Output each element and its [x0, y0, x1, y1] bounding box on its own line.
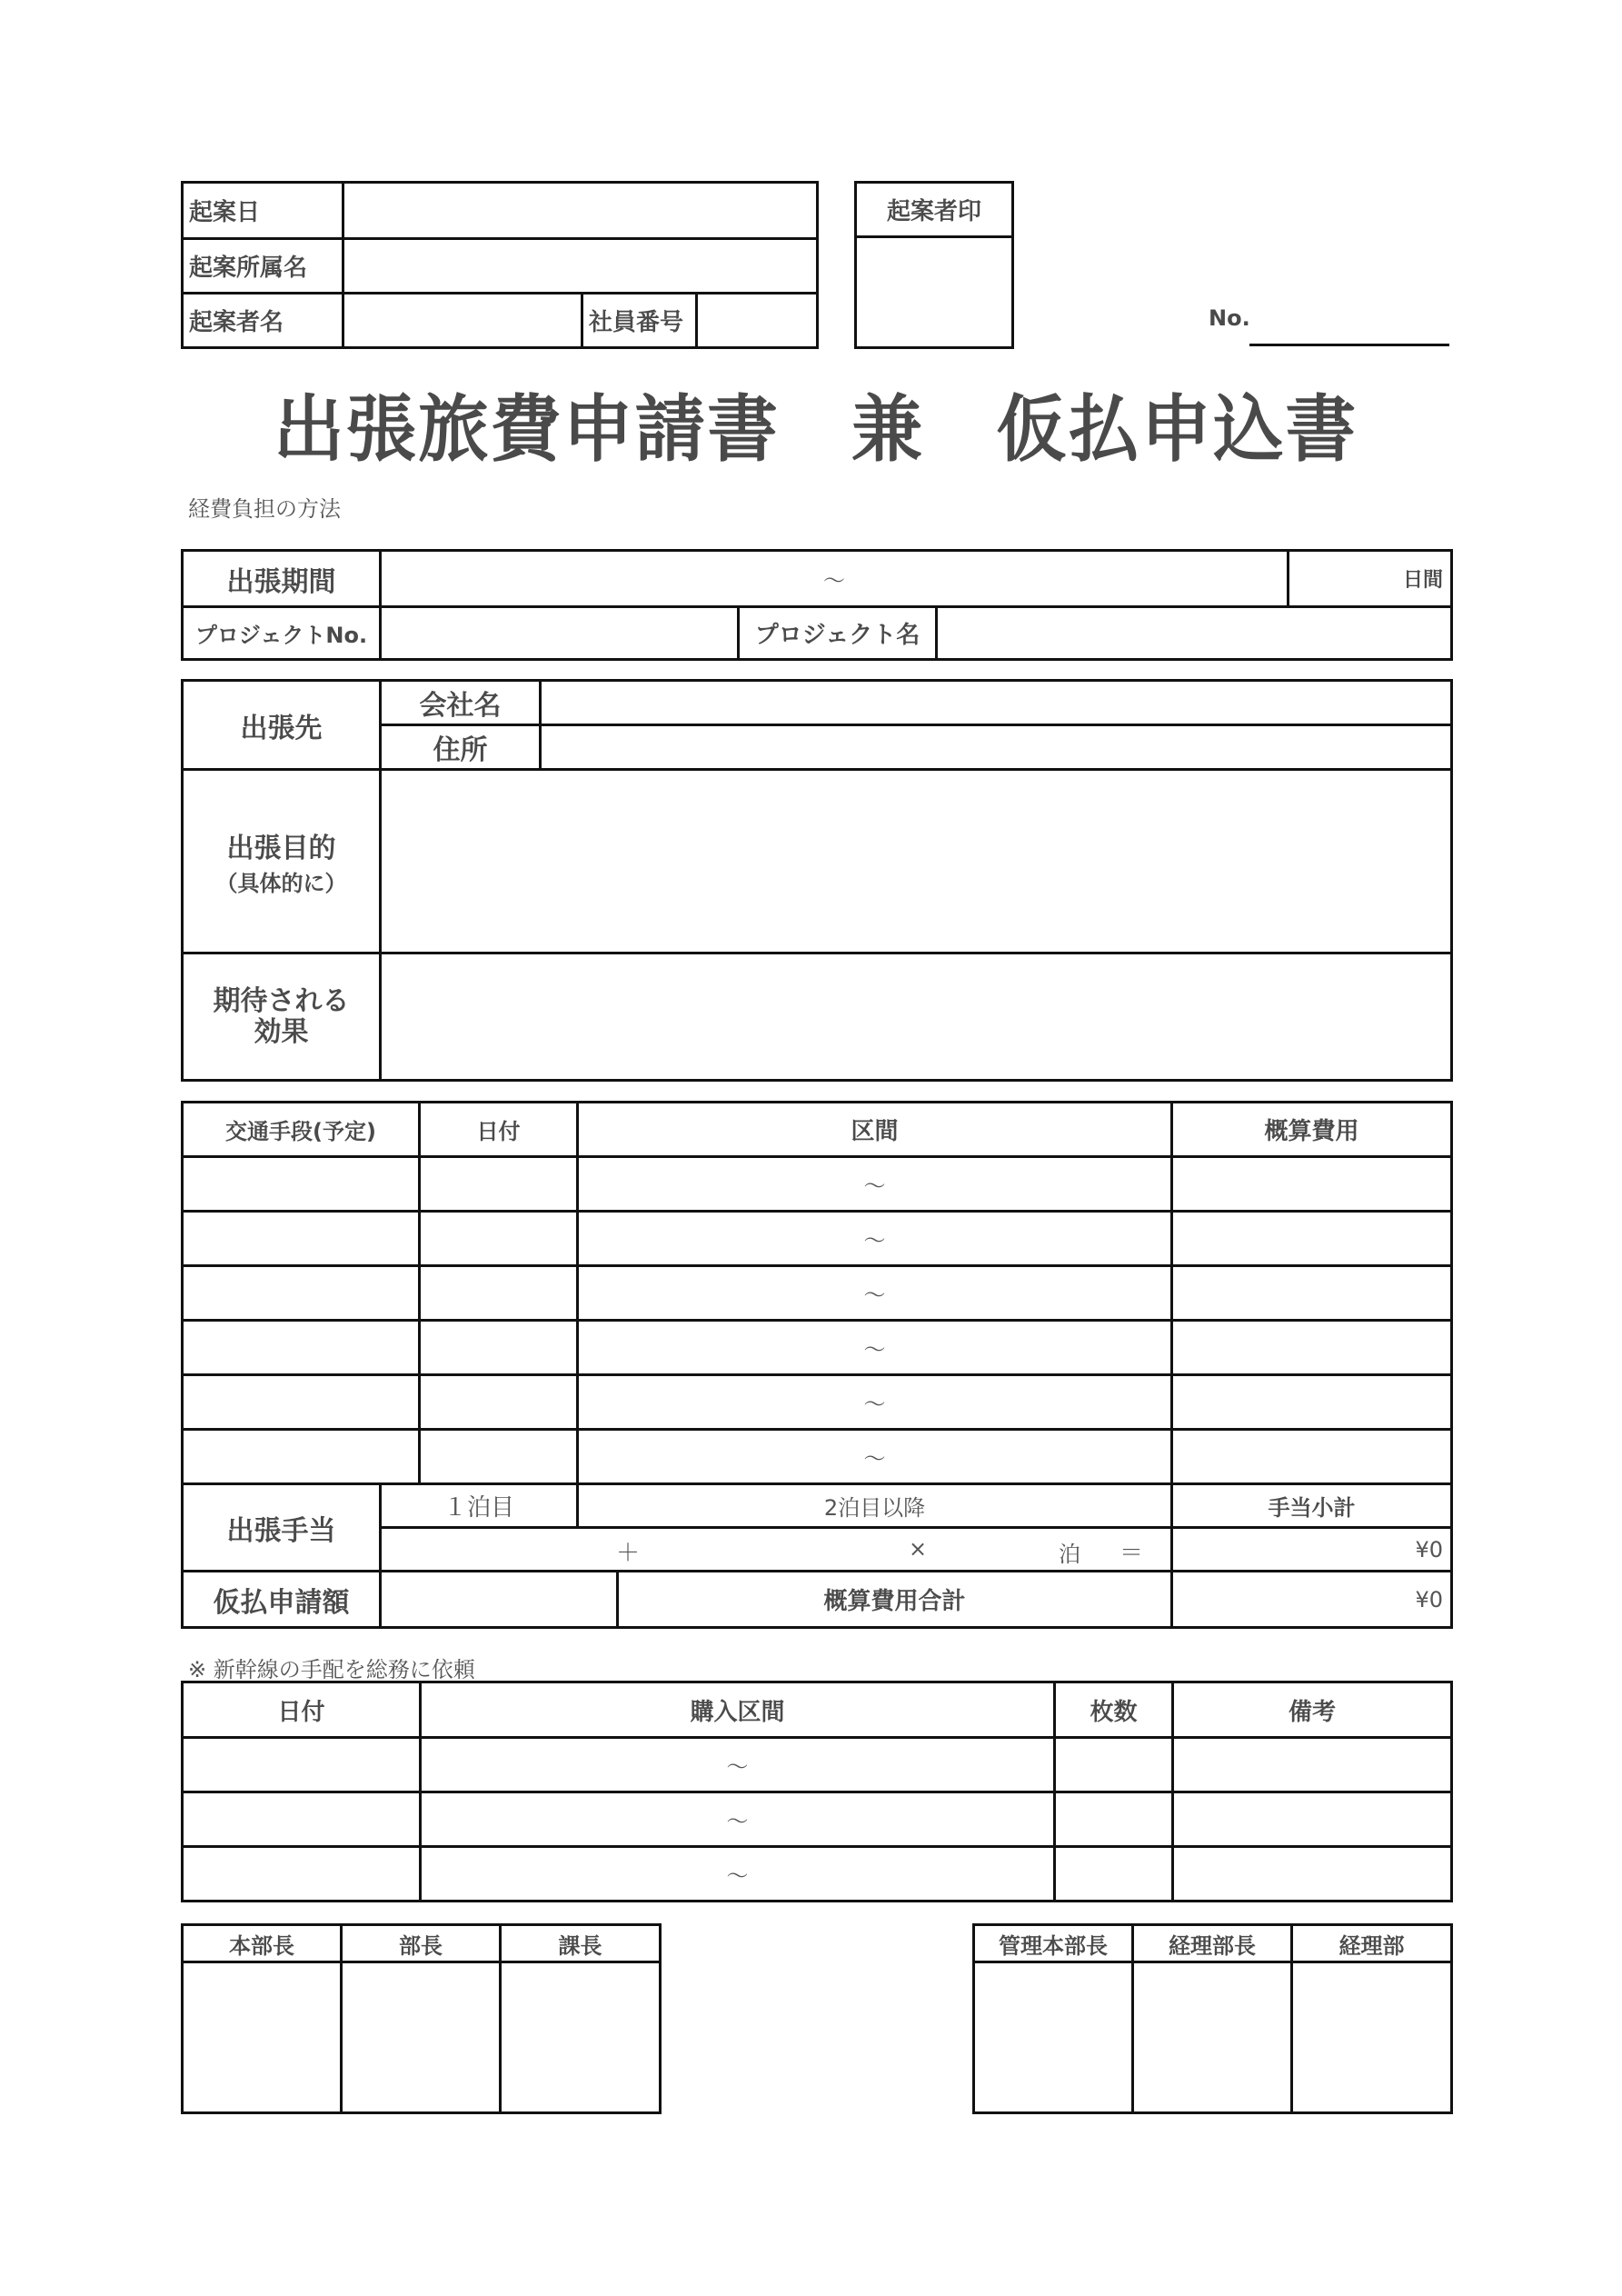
shinkansen-note: ※ 新幹線の手配を総務に依頼 — [188, 1657, 475, 1682]
transport-section-field[interactable] — [578, 1375, 1172, 1430]
shinkansen-row — [183, 1847, 1452, 1902]
effect-field[interactable] — [381, 953, 1452, 1081]
plus-sign: ＋ — [616, 1540, 641, 1567]
shinkansen-remarks-field[interactable] — [1173, 1792, 1452, 1847]
approval-stamp-division-head[interactable] — [183, 1962, 342, 2113]
approval-header-division-head: 本部長 — [183, 1925, 342, 1962]
transport-table — [181, 1101, 1453, 1629]
address-label: 住所 — [381, 725, 541, 770]
allowance-label: 出張手当 — [183, 1484, 381, 1572]
section-tilde: ～ — [863, 1228, 886, 1253]
shinkansen-count-field[interactable] — [1055, 1738, 1173, 1792]
shinkansen-section-field[interactable] — [421, 1792, 1055, 1847]
shinkansen-row — [183, 1792, 1452, 1847]
draft-department-label: 起案所属名 — [183, 239, 343, 294]
shinkansen-section-field[interactable] — [421, 1847, 1055, 1902]
transport-row — [183, 1157, 1452, 1212]
transport-section-field[interactable] — [578, 1157, 1172, 1212]
transport-date-field[interactable] — [420, 1430, 578, 1484]
transport-header-date: 日付 — [420, 1103, 578, 1157]
section-tilde: ～ — [726, 1809, 749, 1834]
employee-number-field[interactable] — [697, 294, 818, 348]
approval-header-department-head: 部長 — [342, 1925, 501, 1962]
transport-cost-field[interactable] — [1172, 1321, 1452, 1375]
shinkansen-header-date: 日付 — [183, 1682, 421, 1738]
project-number-label: プロジェクトNo. — [183, 607, 381, 660]
transport-means-field[interactable] — [183, 1375, 420, 1430]
seal-box — [854, 181, 1014, 349]
draft-date-label: 起案日 — [183, 183, 343, 239]
shinkansen-date-field[interactable] — [183, 1738, 421, 1792]
purpose-label: 出張目的 — [226, 833, 336, 864]
shinkansen-header-count: 枚数 — [1055, 1682, 1173, 1738]
purpose-label-cell — [183, 770, 381, 953]
transport-row — [183, 1430, 1452, 1484]
advance-amount-field[interactable] — [381, 1572, 618, 1628]
allowance-subtotal-value: ¥0 — [1172, 1528, 1452, 1572]
project-name-label: プロジェクト名 — [739, 607, 937, 660]
shinkansen-header-section: 購入区間 — [421, 1682, 1055, 1738]
expense-method-label: 経費負担の方法 — [188, 496, 341, 522]
project-number-field[interactable] — [381, 607, 739, 660]
shinkansen-section-field[interactable] — [421, 1738, 1055, 1792]
transport-date-field[interactable] — [420, 1212, 578, 1266]
approval-stamp-section-head[interactable] — [501, 1962, 661, 2113]
transport-date-field[interactable] — [420, 1157, 578, 1212]
draft-date-field[interactable] — [343, 183, 818, 239]
section-tilde: ～ — [726, 1863, 749, 1889]
approval-stamp-accounting-head[interactable] — [1133, 1962, 1292, 2113]
transport-date-field[interactable] — [420, 1321, 578, 1375]
shinkansen-remarks-field[interactable] — [1173, 1847, 1452, 1902]
equals-sign: ＝ — [1119, 1540, 1144, 1567]
approval-table-right — [972, 1923, 1453, 2114]
approval-header-accounting-head: 経理部長 — [1133, 1925, 1292, 1962]
document-number-label: No. — [1209, 305, 1250, 331]
approval-table-left — [181, 1923, 662, 2114]
document-number-field[interactable] — [1249, 344, 1449, 346]
transport-header-cost: 概算費用 — [1172, 1103, 1452, 1157]
period-tilde: ～ — [823, 568, 845, 594]
shinkansen-count-field[interactable] — [1055, 1847, 1173, 1902]
section-tilde: ～ — [863, 1173, 886, 1199]
approval-header-admin-division-head: 管理本部長 — [974, 1925, 1133, 1962]
applicant-table — [181, 181, 819, 349]
approval-header-section-head: 課長 — [501, 1925, 661, 1962]
destination-label: 出張先 — [183, 681, 381, 770]
transport-means-field[interactable] — [183, 1266, 420, 1321]
transport-means-field[interactable] — [183, 1430, 420, 1484]
transport-date-field[interactable] — [420, 1266, 578, 1321]
transport-means-field[interactable] — [183, 1212, 420, 1266]
shinkansen-date-field[interactable] — [183, 1847, 421, 1902]
days-unit-label: 日間 — [1402, 569, 1443, 592]
transport-row — [183, 1321, 1452, 1375]
seal-label: 起案者印 — [856, 183, 1013, 237]
approval-header-accounting: 経理部 — [1292, 1925, 1452, 1962]
company-name-field[interactable] — [541, 681, 1452, 725]
transport-row — [183, 1212, 1452, 1266]
purpose-sub-label: （具体的に） — [215, 871, 347, 896]
estimate-total-label: 概算費用合計 — [618, 1572, 1172, 1628]
address-field[interactable] — [541, 725, 1452, 770]
shinkansen-table — [181, 1681, 1453, 1902]
transport-section-field[interactable] — [578, 1212, 1172, 1266]
drafter-name-label: 起案者名 — [183, 294, 343, 348]
transport-cost-field[interactable] — [1172, 1157, 1452, 1212]
approval-stamp-department-head[interactable] — [342, 1962, 501, 2113]
destination-table — [181, 679, 1453, 1082]
shinkansen-row — [183, 1738, 1452, 1792]
transport-means-field[interactable] — [183, 1157, 420, 1212]
transport-date-field[interactable] — [420, 1375, 578, 1430]
transport-means-field[interactable] — [183, 1321, 420, 1375]
times-sign: × — [909, 1536, 928, 1562]
drafter-name-field[interactable] — [343, 294, 582, 348]
first-night-label: １泊目 — [381, 1484, 578, 1528]
section-tilde: ～ — [863, 1446, 886, 1472]
shinkansen-remarks-field[interactable] — [1173, 1738, 1452, 1792]
effect-label-line1: 期待される — [213, 984, 350, 1017]
allowance-formula-row[interactable] — [381, 1528, 1172, 1572]
section-tilde: ～ — [863, 1283, 886, 1308]
page-title: 出張旅費申請書 兼 仮払申込書 — [273, 387, 1358, 472]
transport-row — [183, 1266, 1452, 1321]
transport-section-field[interactable] — [578, 1321, 1172, 1375]
draft-department-field[interactable] — [343, 239, 818, 294]
transport-cost-field[interactable] — [1172, 1212, 1452, 1266]
effect-label-cell — [183, 953, 381, 1081]
transport-header-means: 交通手段(予定) — [183, 1103, 420, 1157]
allowance-subtotal-label: 手当小計 — [1172, 1484, 1452, 1528]
transport-row — [183, 1375, 1452, 1430]
shinkansen-header-remarks: 備考 — [1173, 1682, 1452, 1738]
transport-cost-field[interactable] — [1172, 1375, 1452, 1430]
purpose-field[interactable] — [381, 770, 1452, 953]
employee-number-label: 社員番号 — [582, 294, 697, 348]
period-table — [181, 549, 1453, 661]
trip-period-field[interactable] — [381, 551, 1289, 607]
project-name-field[interactable] — [937, 607, 1452, 660]
transport-cost-field[interactable] — [1172, 1266, 1452, 1321]
night-unit-label: 泊 — [1059, 1542, 1080, 1567]
section-tilde: ～ — [863, 1392, 886, 1417]
transport-header-section: 区間 — [578, 1103, 1172, 1157]
approval-stamp-admin-division-head[interactable] — [974, 1962, 1133, 2113]
shinkansen-date-field[interactable] — [183, 1792, 421, 1847]
section-tilde: ～ — [726, 1754, 749, 1780]
transport-section-field[interactable] — [578, 1430, 1172, 1484]
trip-days-field[interactable] — [1289, 551, 1452, 607]
transport-section-field[interactable] — [578, 1266, 1172, 1321]
estimate-total-value: ¥0 — [1172, 1572, 1452, 1628]
later-nights-label: 2泊目以降 — [578, 1484, 1172, 1528]
transport-cost-field[interactable] — [1172, 1430, 1452, 1484]
section-tilde: ～ — [863, 1337, 886, 1363]
seal-field[interactable] — [856, 237, 1013, 348]
approval-stamp-accounting[interactable] — [1292, 1962, 1452, 2113]
advance-amount-label: 仮払申請額 — [183, 1572, 381, 1628]
trip-period-label: 出張期間 — [183, 551, 381, 607]
shinkansen-count-field[interactable] — [1055, 1792, 1173, 1847]
effect-label-line2: 効果 — [254, 1015, 309, 1048]
company-name-label: 会社名 — [381, 681, 541, 725]
